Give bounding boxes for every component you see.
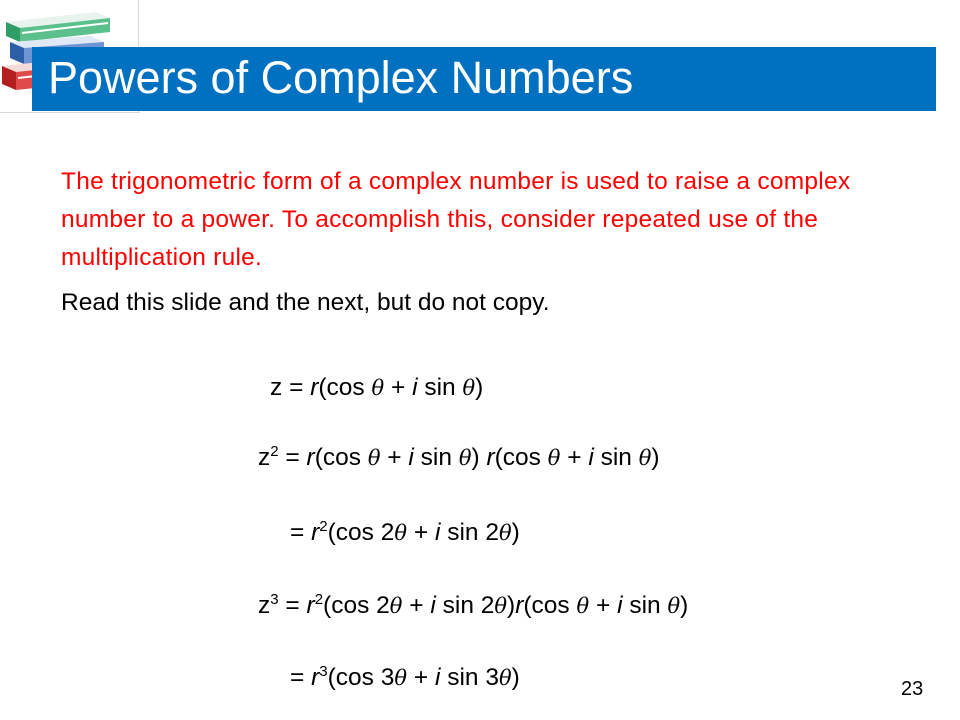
equation-r-squared: = $r^2(\cos$ 2θ + i sin 2θ)	[290, 518, 520, 546]
equation-z-squared: $z^2 = r(\cos$ θ + i sin θ) r(cos θ + i sin θ)	[258, 443, 660, 471]
equation-z-cubed: $z^3 = r^2(\cos$ 2θ + i sin 2θ)r(cos θ + i sin θ)	[258, 591, 689, 619]
equation-r-cubed: = $r^3(\cos$ 3θ + i sin 3θ)	[290, 663, 520, 691]
slide-title: Powers of Complex Numbers	[48, 52, 634, 103]
equation-z: z = r(cos θ + i sin θ)	[270, 374, 484, 401]
intro-paragraph: The trigonometric form of a complex number is used to raise a complex number to a power. To accomplish this, consider repeated use of the multiplication rule.	[61, 168, 851, 271]
page-number: 23	[901, 678, 924, 700]
header-divider-horizontal	[0, 112, 140, 113]
instruction-note: Read this slide and the next, but do not copy.	[61, 289, 550, 316]
